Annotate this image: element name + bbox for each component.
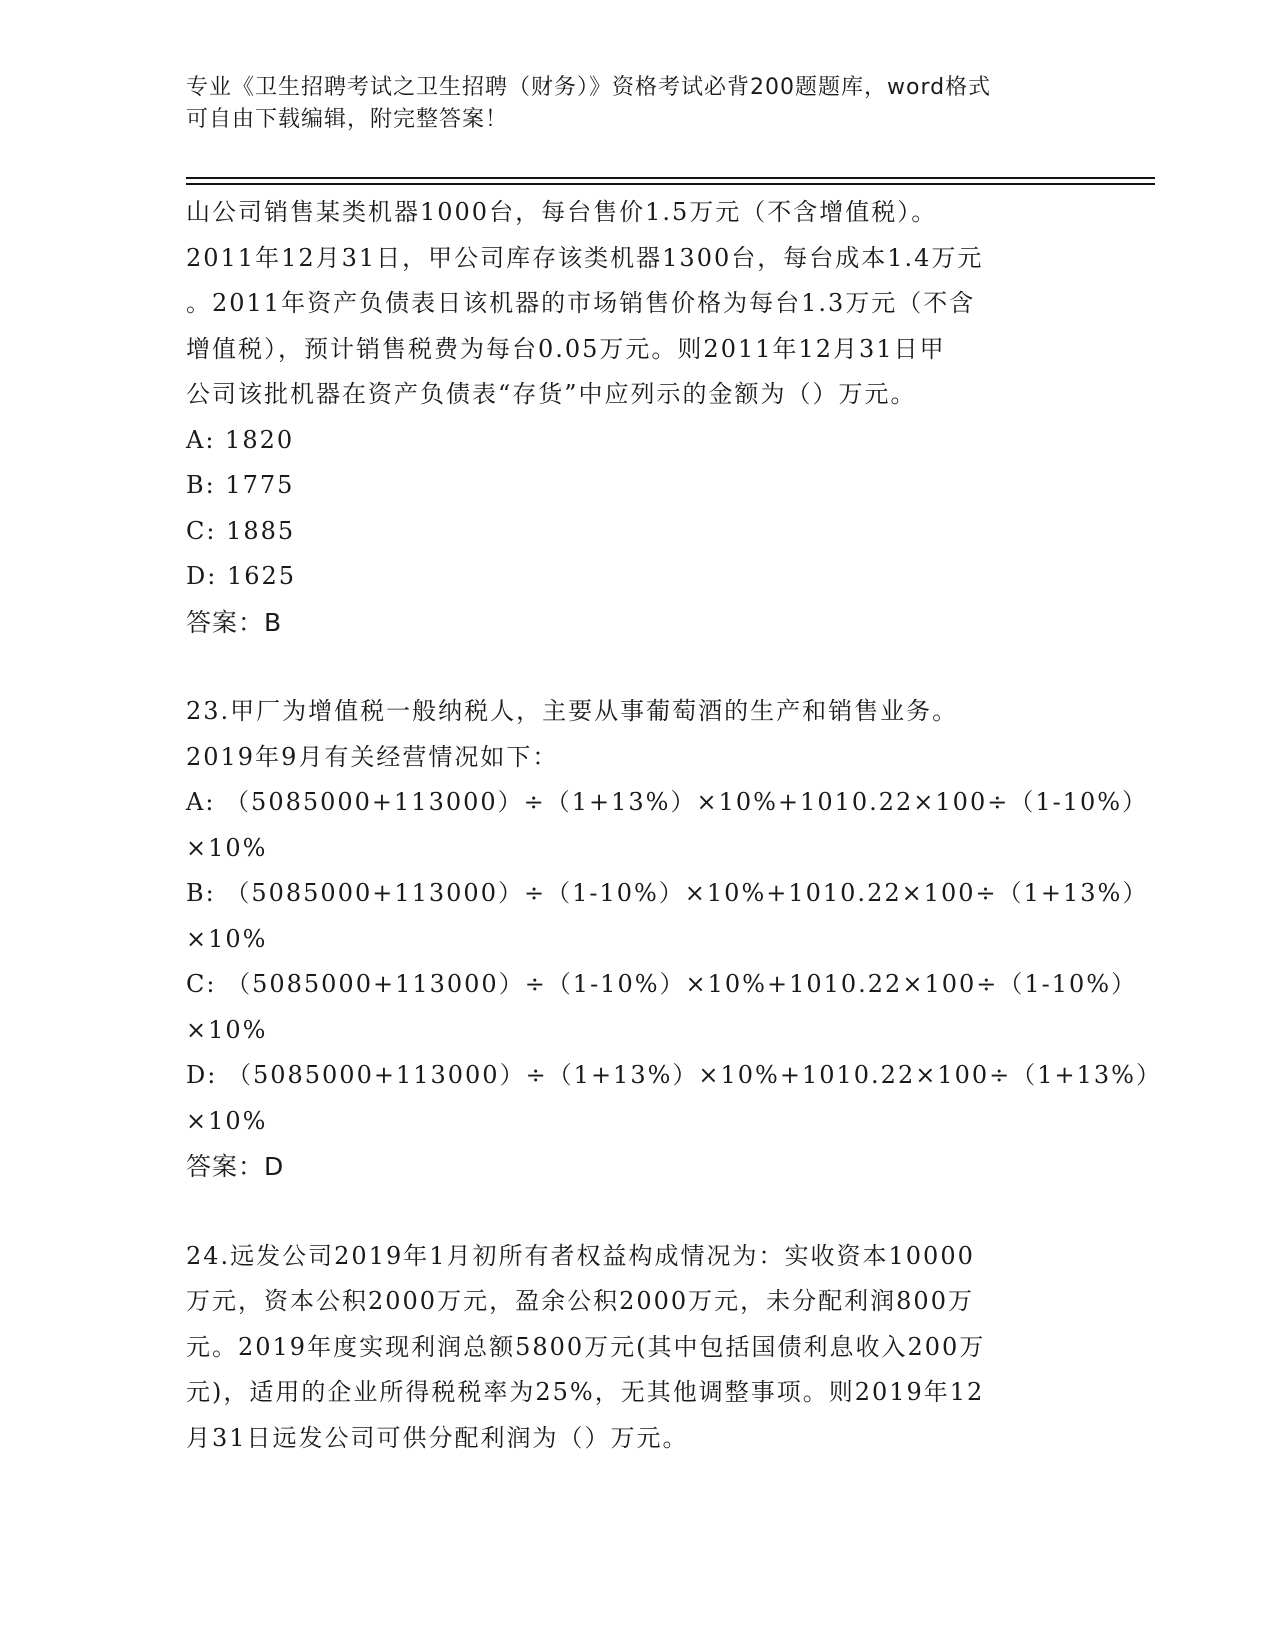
question-gap (186, 1190, 1086, 1234)
option-c-continuation: ×10% (186, 1015, 268, 1044)
question-stem-line: 2011年12月31日，甲公司库存该类机器1300台，每台成本1.4万元 (186, 243, 984, 272)
question-content (186, 190, 1162, 1461)
answer-label: 答案：D (186, 1152, 285, 1181)
question-gap (186, 645, 1086, 689)
question-stem-line: 山公司销售某类机器1000台，每台售价1.5万元（不含增值税）。 (186, 198, 938, 226)
question-22 (186, 190, 1086, 645)
option-a-continuation: ×10% (186, 833, 268, 862)
question-stem-line: 增值税），预计销售税费为每台0.05万元。则2011年12月31日甲 (186, 334, 946, 363)
question-23 (186, 689, 1162, 1190)
question-stem-line: 万元，资本公积2000万元，盈余公积2000万元，未分配利润800万 (186, 1287, 974, 1315)
header-line: 专业《卫生招聘考试之卫生招聘（财务）》资格考试必背200题题库，word格式 (186, 75, 992, 100)
question-stem-line: 23.甲厂为增值税一般纳税人，主要从事葡萄酒的生产和销售业务。 (186, 697, 959, 725)
question-stem-line: 2019年9月有关经营情况如下： (186, 742, 559, 771)
question-stem-line: 元)，适用的企业所得税税率为25%，无其他调整事项。则2019年12 (186, 1378, 985, 1406)
option-b: B: （5085000+113000）÷（1-10%）×10%+1010.22×100÷（1+13%） (186, 879, 1149, 907)
question-stem-line: 月31日远发公司可供分配利润为（）万元。 (186, 1423, 689, 1452)
option-c: C: （5085000+113000）÷（1-10%）×10%+1010.22×100÷（1-10%） (186, 970, 1138, 998)
question-stem-line: 24.远发公司2019年1月初所有者权益构成情况为：实收资本10000 (186, 1241, 975, 1270)
header-divider (186, 183, 1155, 185)
option-b: B: 1775 (186, 471, 295, 499)
option-d: D: （5085000+113000）÷（1+13%）×10%+1010.22×100÷（1+13%） (186, 1061, 1162, 1089)
question-24 (186, 1234, 1086, 1462)
question-stem-line: 。2011年资产负债表日该机器的市场销售价格为每台1.3万元（不含 (186, 289, 976, 317)
option-d: D: 1625 (186, 562, 297, 590)
question-stem-line: 元。2019年度实现利润总额5800万元(其中包括国债利息收入200万 (186, 1332, 986, 1361)
option-d-continuation: ×10% (186, 1106, 268, 1135)
option-a: A: （5085000+113000）÷（1+13%）×10%+1010.22×100÷（1-10%） (186, 788, 1149, 816)
header-divider (186, 177, 1155, 179)
question-stem-line: 公司该批机器在资产负债表“存货”中应列示的金额为（）万元。 (186, 380, 917, 408)
header-line: 可自由下载编辑，附完整答案！ (186, 107, 509, 132)
page-header (186, 72, 1086, 136)
answer-label: 答案：B (186, 607, 283, 637)
option-c: C: 1885 (186, 516, 296, 545)
option-b-continuation: ×10% (186, 924, 268, 953)
option-a: A: 1820 (186, 425, 295, 454)
